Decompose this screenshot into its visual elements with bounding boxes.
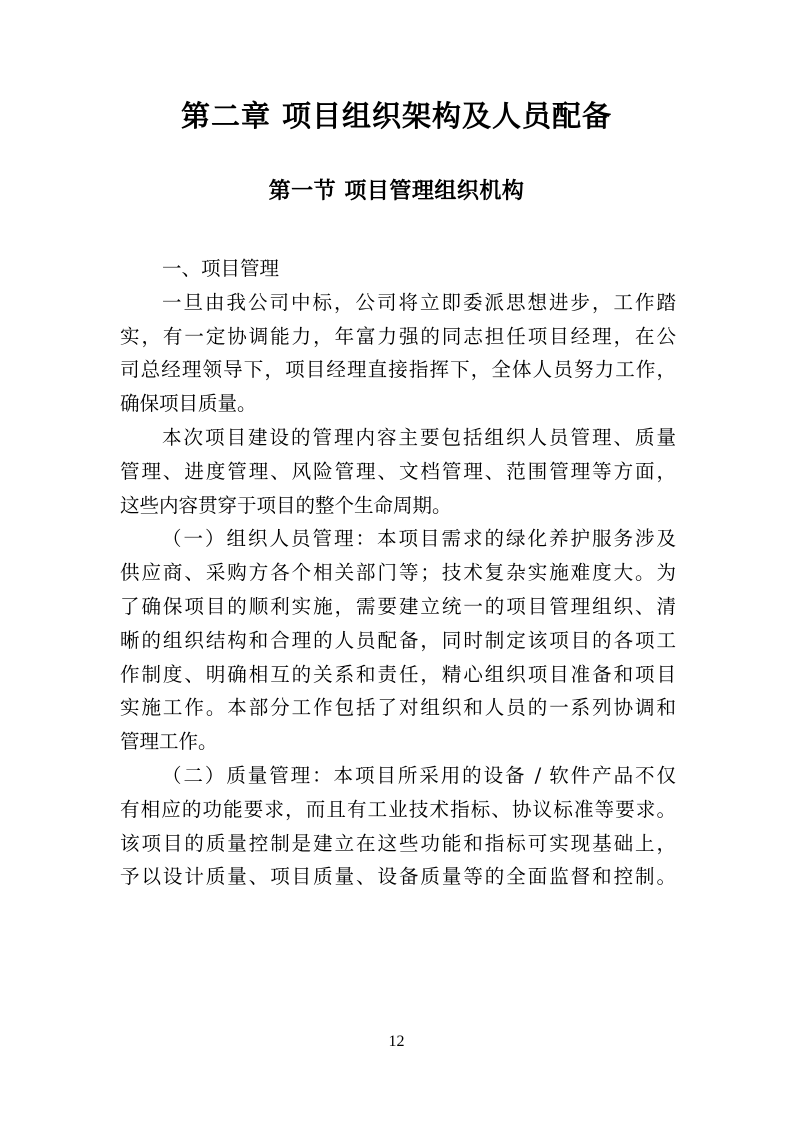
paragraph-line: 有相应的功能要求，而且有工业技术指标、协议标准等要求。 <box>120 797 676 821</box>
paragraph-line: 这些内容贯穿于项目的整个生命周期。 <box>120 493 452 517</box>
paragraph-line: 实，有一定协调能力，年富力强的同志担任项目经理，在公 <box>120 324 676 348</box>
paragraph-line: 供应商、采购方各个相关部门等；技术复杂实施难度大。为 <box>120 561 676 585</box>
paragraph-line: 本次项目建设的管理内容主要包括组织人员管理、质量 <box>162 425 676 449</box>
chapter-title: 第二章 项目组织架构及人员配备 <box>180 99 613 133</box>
section-title: 第一节 项目管理组织机构 <box>268 179 525 204</box>
paragraph-line: 作制度、明确相互的关系和责任，精心组织项目准备和项目 <box>120 662 676 686</box>
paragraph-line: （二）质量管理：本项目所采用的设备 / 软件产品不仅 <box>162 763 676 787</box>
paragraph-line: 该项目的质量控制是建立在这些功能和指标可实现基础上， <box>120 831 676 855</box>
subheading-project-management: 一、项目管理 <box>162 257 280 280</box>
paragraph-line: 司总经理领导下，项目经理直接指挥下，全体人员努力工作， <box>120 358 676 382</box>
paragraph-line: 晰的组织结构和合理的人员配备，同时制定该项目的各项工 <box>120 628 676 652</box>
paragraph-line: 予以设计质量、项目质量、设备质量等的全面监督和控制。 <box>120 865 676 889</box>
paragraph-line: 管理、进度管理、风险管理、文档管理、范围管理等方面， <box>120 459 676 483</box>
paragraph-line: 了确保项目的顺利实施，需要建立统一的项目管理组织、清 <box>120 594 676 618</box>
paragraph-line: （一）组织人员管理：本项目需求的绿化养护服务涉及 <box>162 527 676 551</box>
paragraph-line: 确保项目质量。 <box>120 392 257 416</box>
paragraph-line: 管理工作。 <box>120 730 218 754</box>
page-number: 12 <box>388 1033 405 1050</box>
paragraph-line: 实施工作。本部分工作包括了对组织和人员的一系列协调和 <box>120 696 676 720</box>
body-text <box>120 252 676 894</box>
paragraph-line: 一旦由我公司中标，公司将立即委派思想进步，工作踏 <box>162 290 676 314</box>
